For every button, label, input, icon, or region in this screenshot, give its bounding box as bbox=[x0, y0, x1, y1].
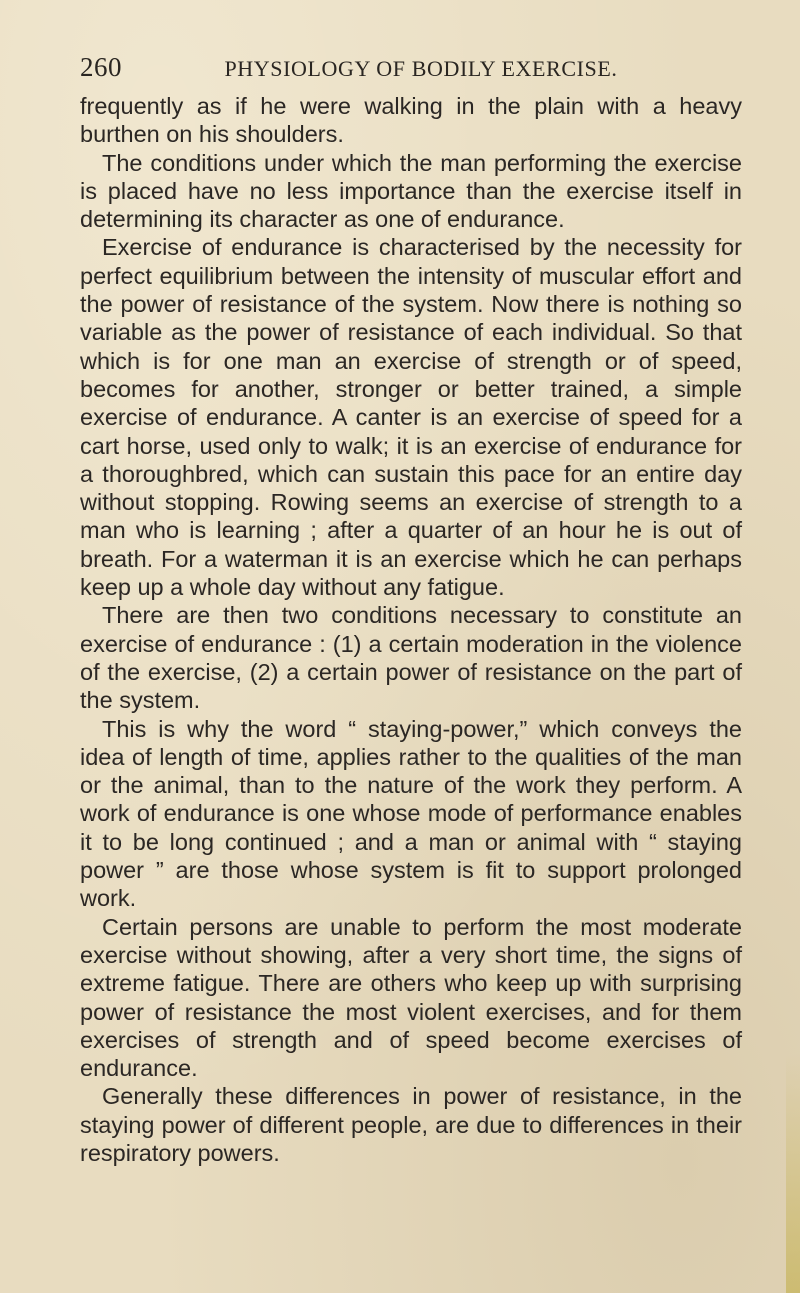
running-title: PHYSIOLOGY OF BODILY EXERCISE. bbox=[224, 56, 618, 81]
book-page bbox=[80, 52, 742, 1167]
paragraph: There are then two conditions necessary to constitute an exercise of endurance : (1) a certain moderation in the violence of the exercise, (2) a certain power of resistance on the part of the system. bbox=[80, 602, 742, 714]
body-text bbox=[80, 92, 742, 1167]
paragraph: Generally these differences in power of resistance, in the staying power of different people, are due to differences in their respiratory powers. bbox=[80, 1083, 742, 1166]
running-head bbox=[80, 52, 742, 86]
paragraph: Certain persons are unable to perform the most moderate exercise without showing, after a very short time, the signs of extreme fatigue. There are others who keep up with surprising power of resistance the most violent exercises, and for them exercises of strength and of speed become exercises of endurance. bbox=[80, 913, 742, 1082]
paragraph: The conditions under which the man performing the exercise is placed have no less importance than the exercise itself in determining its character as one of endurance. bbox=[80, 149, 742, 233]
page-edge-shading bbox=[786, 1053, 800, 1293]
page-number: 260 bbox=[80, 52, 122, 82]
paragraph-continued: frequently as if he were walking in the plain with a heavy burthen on his shoulders. bbox=[80, 93, 742, 148]
paragraph: Exercise of endurance is characterised by the necessity for perfect equilibrium between the intensity of muscular effort and the power of resistance of the system. Now there is nothing so variable as the power of resistance of each individual. So that which is for one man an exercise of strength or of speed, becomes for another, stronger or better trained, a simple exercise of endurance. A canter is an exercise of speed for a cart horse, used only to walk; it is an exercise of endurance for a thoroughbred, which can sustain this pace for an entire day without stopping. Rowing seems an exercise of strength to a man who is learning ; after a quarter of an hour he is out of breath. For a waterman it is an exercise which he can perhaps keep up a whole day without any fatigue. bbox=[80, 234, 742, 601]
paragraph: This is why the word “ staying-power,” which conveys the idea of length of time, applies rather to the qualities of the man or the animal, than to the nature of the work they perform. A work of endurance is one whose mode of performance enables it to be long continued ; and a man or animal with “ staying power ” are those whose system is fit to support prolonged work. bbox=[80, 715, 742, 912]
